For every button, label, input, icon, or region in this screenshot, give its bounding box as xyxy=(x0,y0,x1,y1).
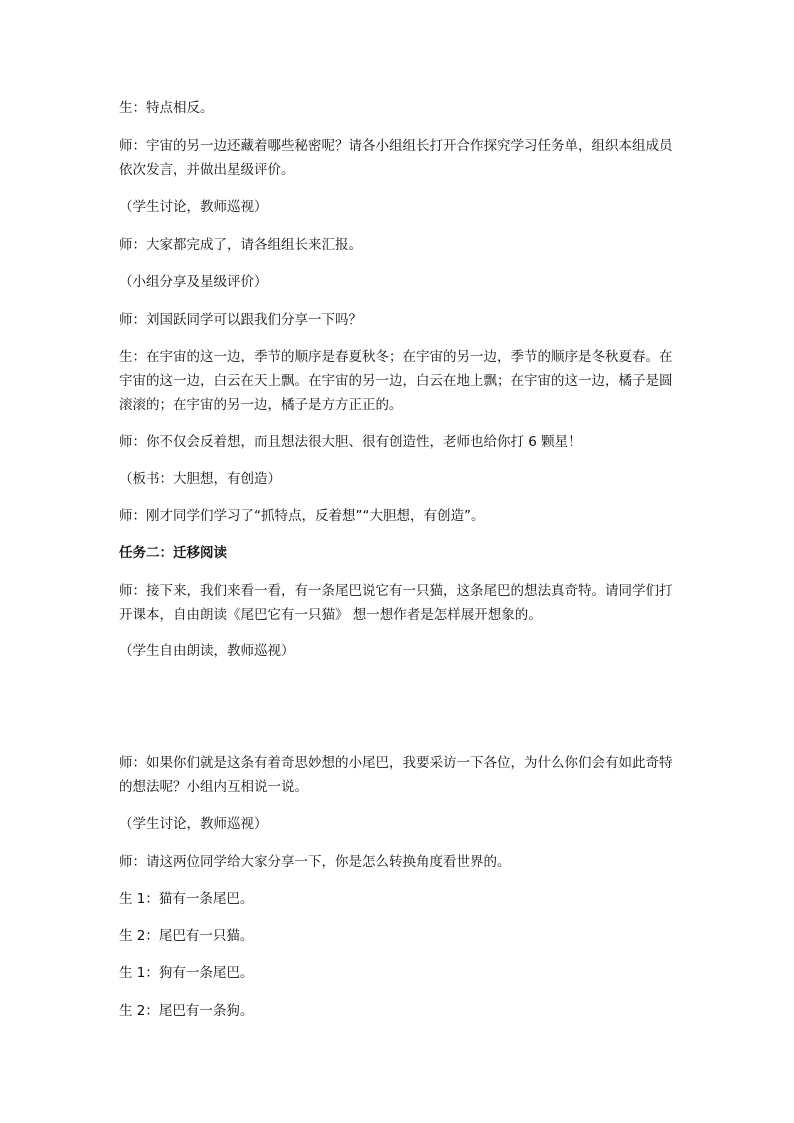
paragraph-student-answer: 生：特点相反。 xyxy=(119,100,214,116)
paragraph-student-1-dog: 生 1：狗有一条尾巴。 xyxy=(119,965,254,981)
paragraph-teacher-reading-intro: 师：接下来，我们来看一看，有一条尾巴说它有一只猫，这条尾巴的想法真奇特。请同学们打开课本，自由朗读《尾巴它有一只猫》 想一想作者是怎样展开想象的。 xyxy=(119,583,673,623)
paragraph-stage-note-discussion: （学生讨论，教师巡视） xyxy=(119,199,268,215)
paragraph-teacher-report-request: 师：大家都完成了，请各组组长来汇报。 xyxy=(119,237,362,253)
paragraph-teacher-summary: 师：刚才同学们学习了“抓特点，反着想”“大胆想，有创造”。 xyxy=(119,508,485,524)
paragraph-stage-note-sharing: （小组分享及星级评价） xyxy=(119,274,268,290)
paragraph-stage-note-reading: （学生自由朗读，教师巡视） xyxy=(119,643,295,659)
paragraph-teacher-invite-share: 师：刘国跃同学可以跟我们分享一下吗？ xyxy=(119,312,362,328)
paragraph-student-1-cat: 生 1：猫有一条尾巴。 xyxy=(119,891,254,907)
paragraph-teacher-invite-two: 师：请这两位同学给大家分享一下，你是怎么转换角度看世界的。 xyxy=(119,854,511,870)
paragraph-stage-note-discussion-2: （学生讨论，教师巡视） xyxy=(119,816,268,832)
paragraph-student-2-dog: 生 2：尾巴有一条狗。 xyxy=(119,1003,254,1019)
paragraph-teacher-praise: 师：你不仅会反着想，而且想法很大胆、很有创造性，老师也给你打 6 颗星！ xyxy=(119,434,582,450)
paragraph-teacher-universe-question: 师：宇宙的另一边还藏着哪些秘密呢？请各小组组长打开合作探究学习任务单，组织本组成员依次发言，并做出星级评价。 xyxy=(119,138,673,178)
paragraph-teacher-interview: 师：如果你们就是这条有着奇思妙想的小尾巴，我要采访一下各位，为什么你们会有如此奇特的想法呢？小组内互相说一说。 xyxy=(119,755,673,795)
section-heading-task-two: 任务二：迁移阅读 xyxy=(119,545,227,561)
paragraph-student-2-cat: 生 2：尾巴有一只猫。 xyxy=(119,928,254,944)
paragraph-student-universe-answer: 生：在宇宙的这一边，季节的顺序是春夏秋冬；在宇宙的另一边，季节的顺序是冬秋夏春。在宇宙的这一边，白云在天上飘。在宇宙的另一边，白云在地上飘；在宇宙的这一边，橘子是圆滚滚的；在宇宙的另一边，橘子是方方正正的。 xyxy=(119,349,673,413)
paragraph-blackboard-note: （板书：大胆想，有创造） xyxy=(119,471,281,487)
